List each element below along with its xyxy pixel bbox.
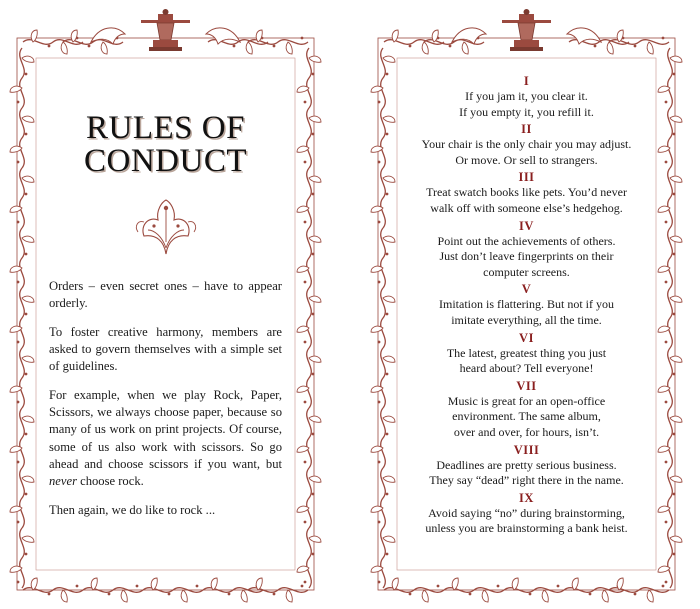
rule-text: Point out the achievements of others. Just don’t leave fingerprints on their computer screens.	[437, 233, 616, 279]
paragraph-harmony: To foster creative harmony, members are asked to govern themselves with a simple set of guidelines.	[49, 324, 282, 374]
rule-numeral: III	[518, 170, 535, 185]
example-start: For example, when we play Rock, Paper, Scissors, we always choose paper, because so many of us work on print projects. Of course, some of us also work with scissors. So go ahead and choose scissors if you want, but	[49, 388, 282, 471]
rule-item	[400, 379, 653, 441]
rule-text: Imitation is flattering. But not if you imitate everything, all the time.	[439, 297, 614, 327]
rule-text: Avoid saying “no” during brainstorming, unless you are brainstorming a bank heist.	[425, 505, 628, 536]
page-title	[39, 112, 292, 178]
rule-numeral: VI	[519, 330, 534, 345]
rule-item	[400, 331, 653, 377]
rule-numeral: IX	[519, 490, 534, 505]
rule-item	[400, 122, 653, 168]
rule-item	[400, 170, 653, 216]
rule-numeral: VIII	[513, 442, 540, 457]
example-never: never	[49, 474, 77, 489]
rule-item	[400, 282, 653, 328]
example-end: choose rock.	[76, 474, 144, 489]
paragraph-rock: Then again, we do like to rock ...	[49, 502, 216, 517]
rule-text: Deadlines are pretty serious business. They say “dead” right there in the name.	[429, 457, 624, 488]
rules-list	[400, 74, 653, 539]
paragraph-example	[49, 387, 282, 490]
right-page	[364, 8, 689, 604]
floral-ornament-icon	[134, 196, 198, 256]
rule-item	[400, 219, 653, 281]
right-page-content	[400, 68, 653, 544]
rule-text: Your chair is the only chair you may adjust. Or move. Or sell to strangers.	[421, 137, 632, 167]
rule-numeral: II	[521, 122, 532, 137]
title-line-1: RULES OF	[86, 110, 245, 146]
rule-numeral: V	[521, 282, 532, 297]
rule-item	[400, 74, 653, 120]
intro-text	[49, 278, 282, 530]
rule-numeral: I	[523, 74, 530, 88]
rule-text: Music is great for an open-office environment. The same album, over and over, for hours, isn’t.	[447, 393, 606, 439]
rule-numeral: VII	[516, 378, 537, 393]
rule-text: Treat swatch books like pets. You’d never walk off with someone else’s hedgehog.	[426, 185, 627, 215]
rule-item	[400, 443, 653, 489]
left-page	[3, 8, 328, 604]
rule-numeral: IV	[519, 218, 534, 233]
rule-text: The latest, greatest thing you just heard about? Tell everyone!	[446, 345, 607, 376]
title-line-2: CONDUCT	[83, 143, 247, 179]
rule-text: If you jam it, you clear it. If you empty it, you refill it.	[459, 89, 594, 119]
left-page-content	[39, 68, 292, 544]
rule-item	[400, 491, 653, 537]
paragraph-orders: Orders – even secret ones – have to appear orderly.	[49, 279, 282, 311]
